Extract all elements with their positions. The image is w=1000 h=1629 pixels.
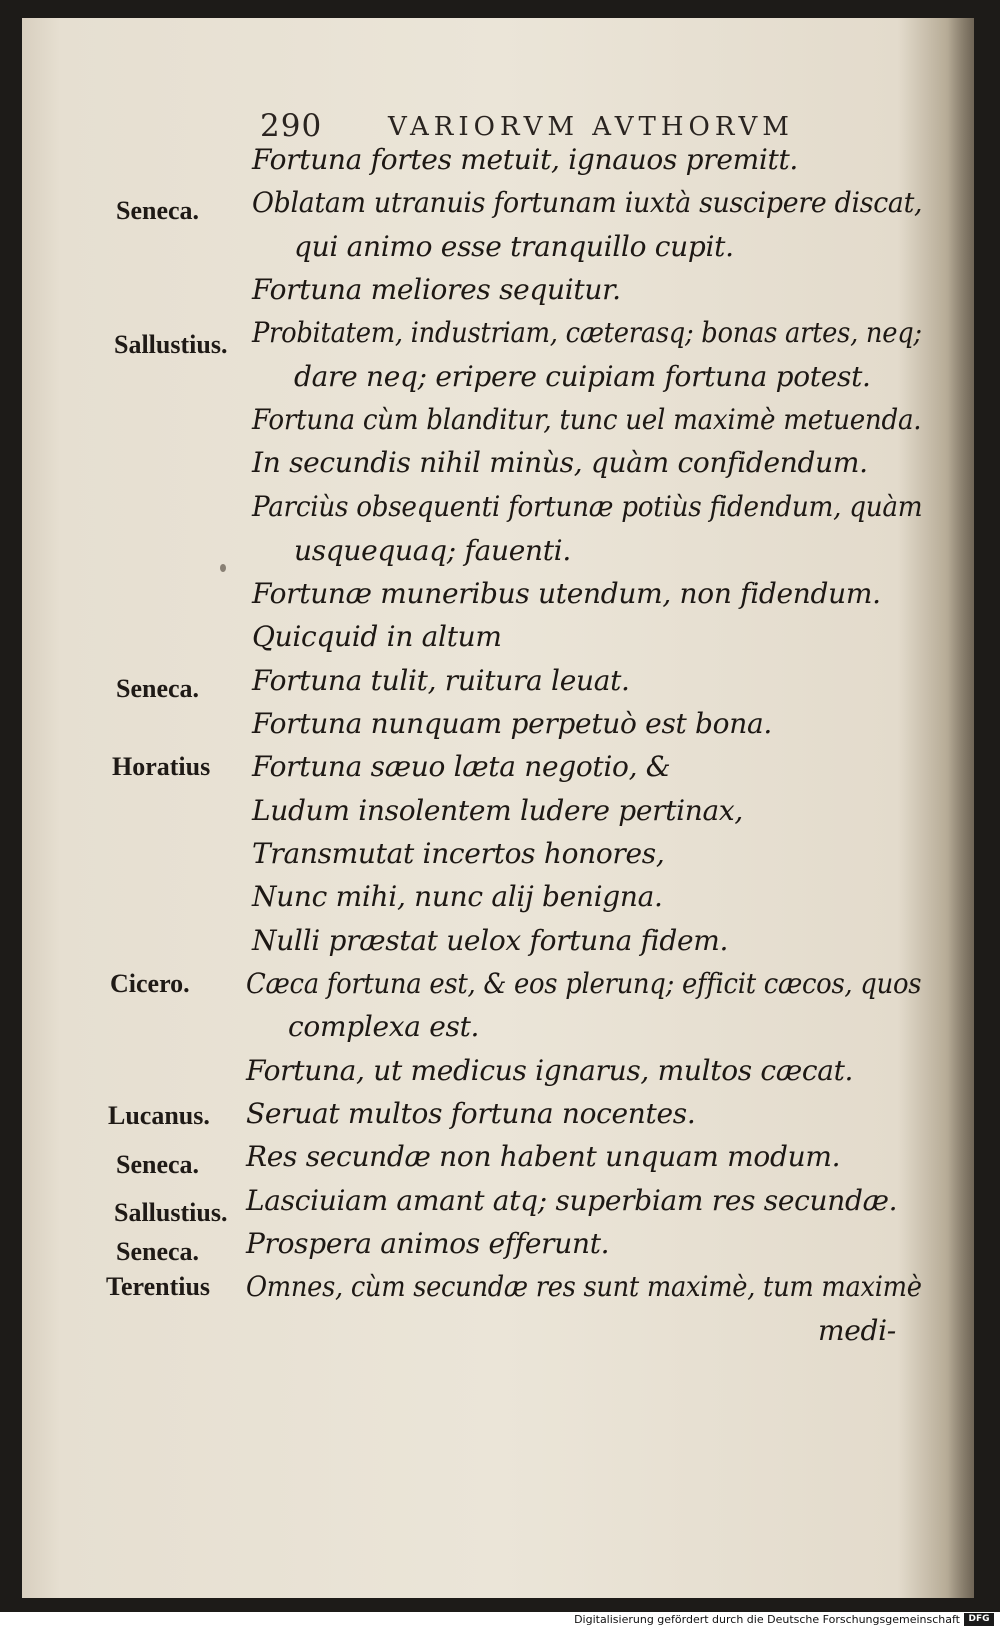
quotation-line: Fortuna nunquam perpetuò est bona. [252,707,772,740]
quotation-line: Prospera animos efferunt. [246,1227,610,1260]
quotation-line: Omnes, cùm secundæ res sunt maximè, tum maximè [246,1270,922,1303]
footer-credit: Digitalisierung gefördert durch die Deutsche Forschungsgemeinschaft [574,1613,960,1626]
quotation-line: Seruat multos fortuna nocentes. [246,1097,696,1130]
quotation-line: Probitatem, industriam, cæterasq; bonas artes, neq; [252,316,922,349]
quotation-continuation-line: usquequaq; fauenti. [294,534,571,567]
author-marginal-note: Seneca. [116,196,200,225]
quotation-line: Res secundæ non habent unquam modum. [246,1140,841,1173]
author-marginal-note: Sallustius. [114,1198,228,1227]
quotation-line: Transmutat incertos honores, [252,837,665,870]
quotation-continuation-line: qui animo esse tranquillo cupit. [294,230,734,263]
quotation-line: medi- [818,1314,896,1347]
author-marginal-note: Seneca. [116,674,200,703]
author-marginal-note: Cicero. [110,969,190,998]
quotation-line: Nunc mihi, nunc alij benigna. [252,880,663,913]
quotation-line: Oblatam utranuis fortunam iuxtà suscipere discat, [252,186,923,219]
author-marginal-note: Lucanus. [108,1101,210,1130]
quotation-line: Lasciuiam amant atq; superbiam res secundæ. [246,1184,898,1217]
quotation-line: Fortuna meliores sequitur. [252,273,621,306]
author-marginal-note: Sallustius. [114,330,228,359]
quotation-line: Nulli præstat uelox fortuna fidem. [252,924,729,957]
digitization-footer [0,1612,1000,1629]
dfg-logo: DFG [964,1613,994,1626]
quotation-continuation-line: complexa est. [288,1010,480,1043]
quotation-line: Fortuna fortes metuit, ignauos premitt. [252,143,799,176]
author-marginal-note: Terentius [106,1272,211,1301]
book-page [22,18,974,1598]
quotation-line: Fortuna tulit, ruitura leuat. [252,664,630,697]
quotation-continuation-line: dare neq; eripere cuipiam fortuna potest. [294,360,871,393]
quotation-line: Cæca fortuna est, & eos plerunq; efficit cæcos, quos [246,967,922,1000]
quotation-line: Ludum insolentem ludere pertinax, [252,794,744,827]
quotation-line: In secundis nihil minùs, quàm confidendum. [252,446,868,479]
quotation-line: Fortunæ muneribus utendum, non fidendum. [252,577,881,610]
quotation-list [22,18,974,1598]
quotation-line: Fortuna, ut medicus ignarus, multos cæcat. [246,1054,854,1087]
author-marginal-note: Horatius [112,752,211,781]
page-number: 290 [260,108,323,144]
quotation-line: Fortuna cùm blanditur, tunc uel maximè metuenda. [252,403,922,436]
author-marginal-note: Seneca. [116,1150,200,1179]
quotation-line: Fortuna sæuo læta negotio, & [252,750,671,783]
quotation-line: Parciùs obsequenti fortunæ potiùs fidendum, quàm [252,490,923,523]
running-title: VARIORVM AVTHORVM [388,112,794,142]
quotation-line: Quicquid in altum [252,620,502,653]
author-marginal-note: Seneca. [116,1237,200,1266]
